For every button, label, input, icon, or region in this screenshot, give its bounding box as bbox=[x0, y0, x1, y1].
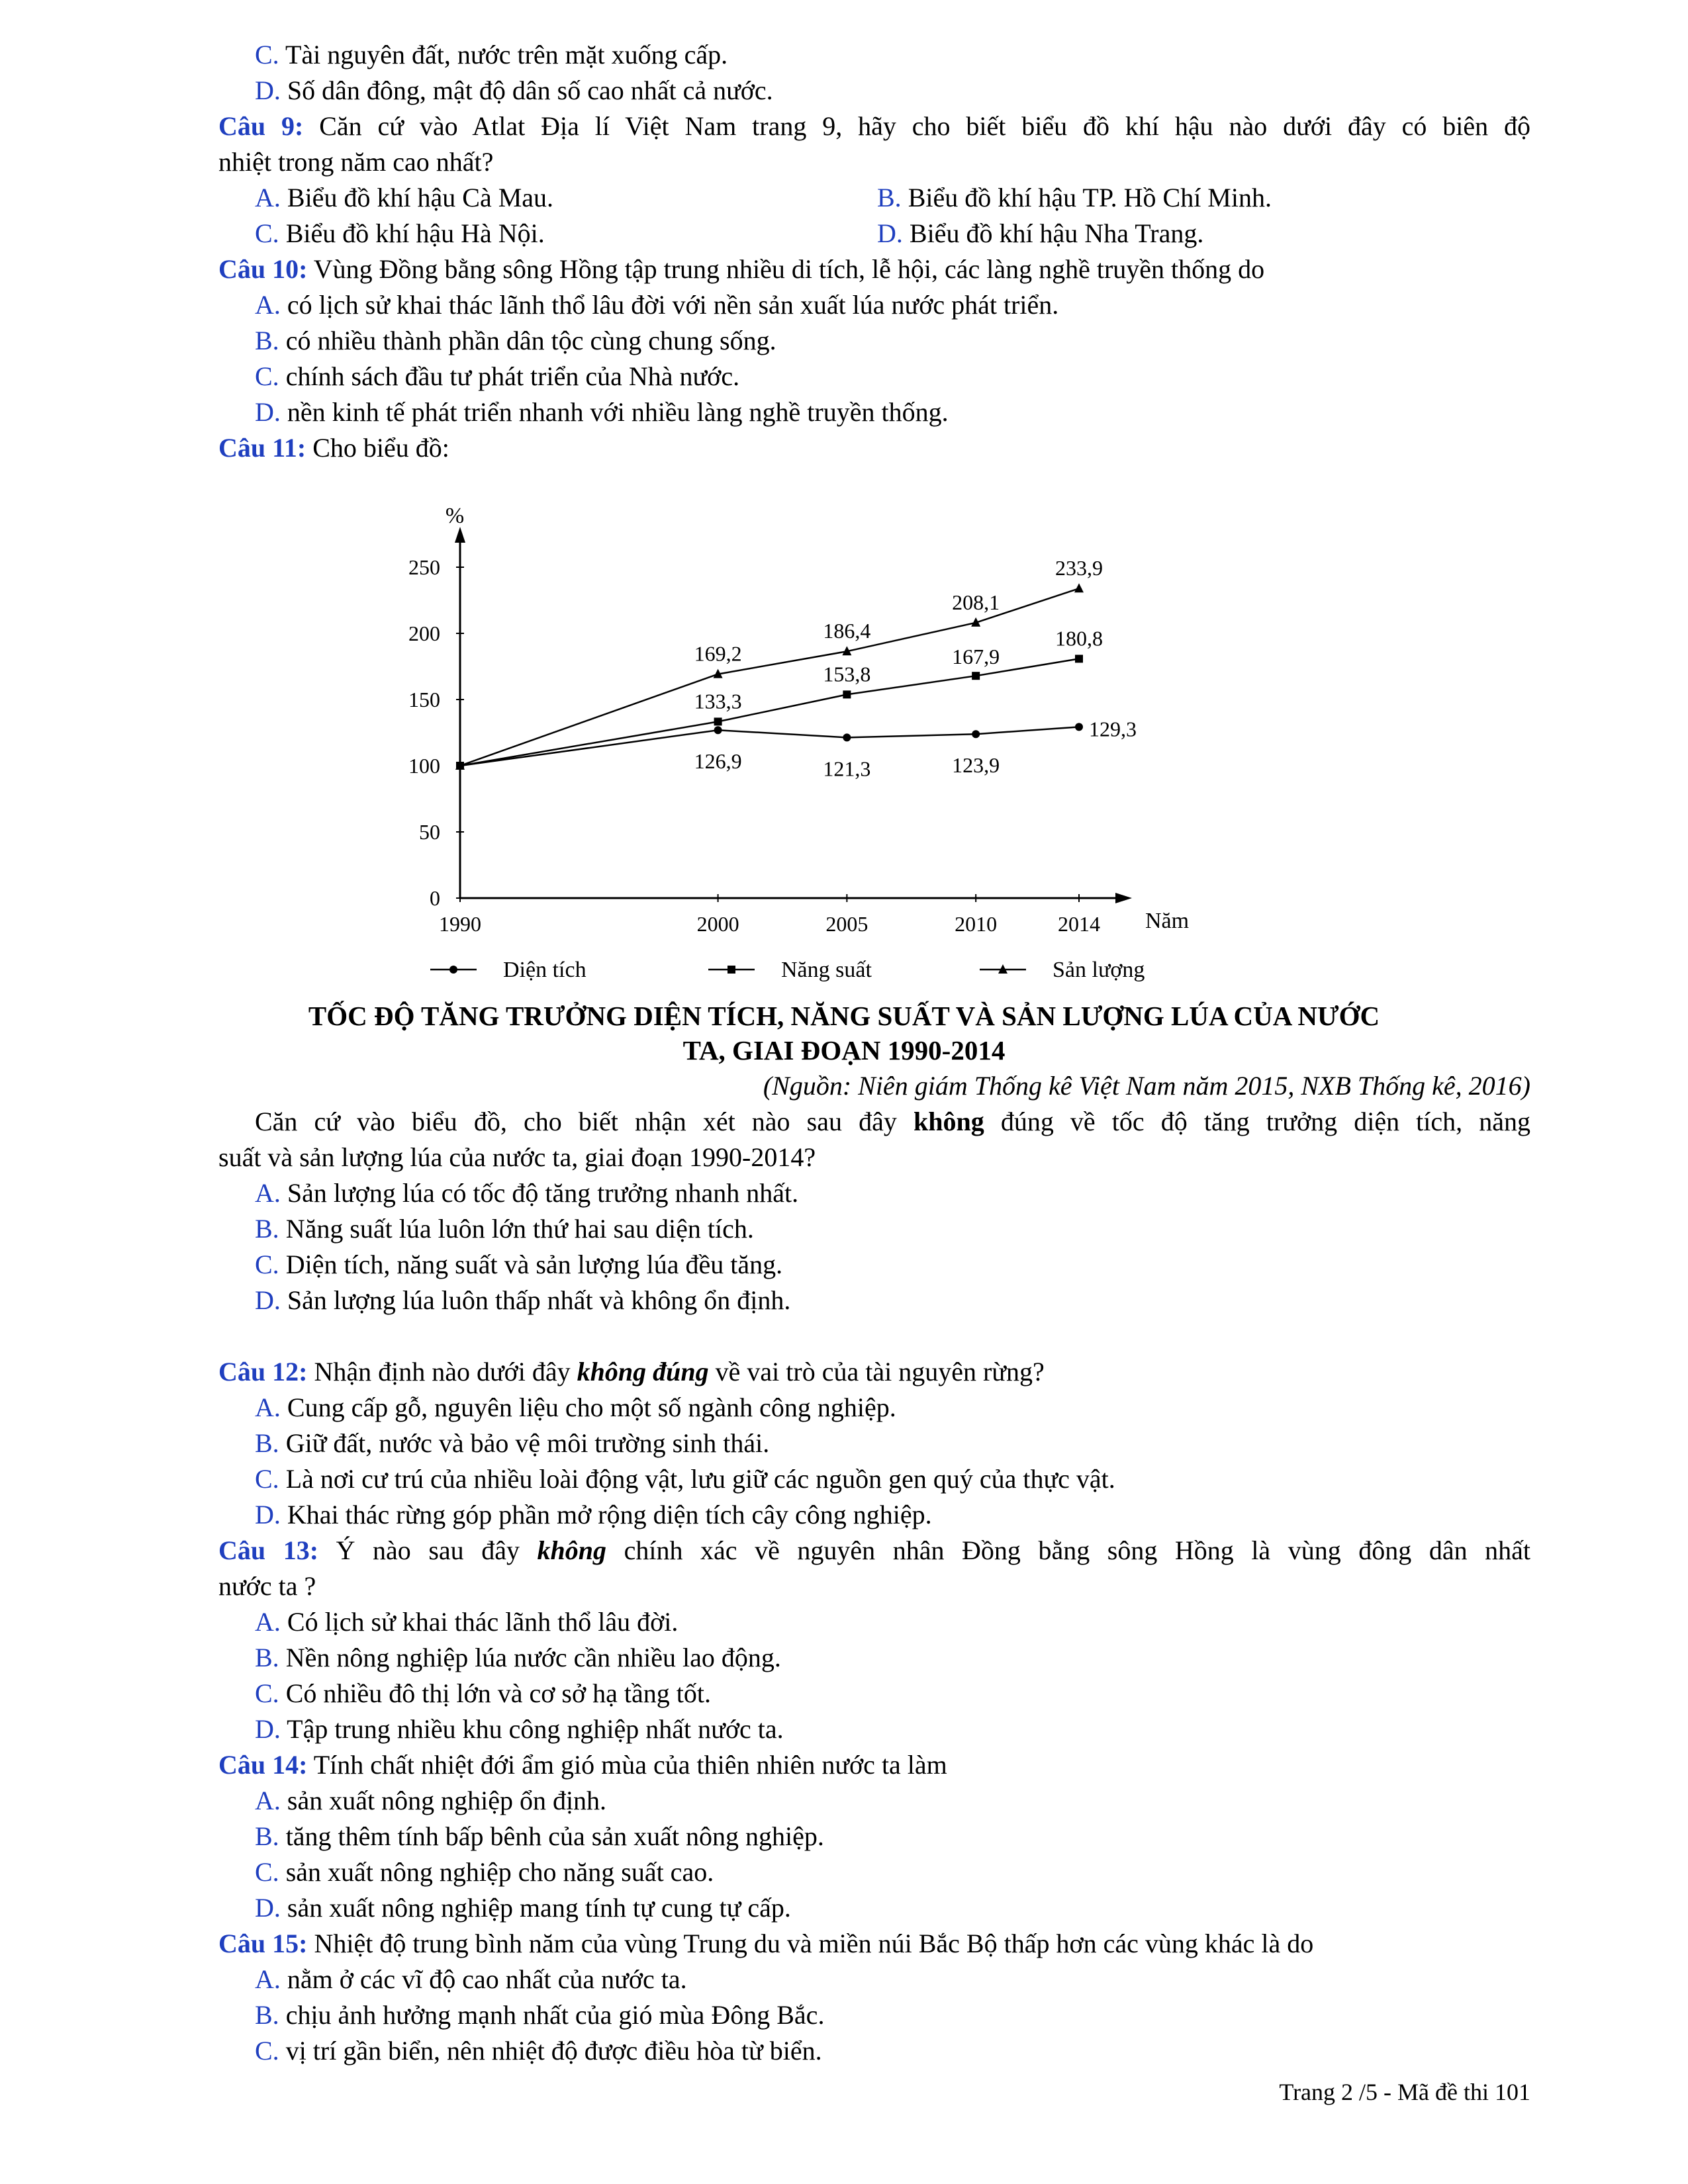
data-point-square bbox=[1075, 655, 1083, 662]
legend-label: Diện tích bbox=[503, 958, 586, 982]
q9-option-c: C. Biểu đồ khí hậu Hà Nội. bbox=[255, 218, 545, 248]
q13-option-c: C. Có nhiều đô thị lớn và cơ sở hạ tầng tốt. bbox=[255, 1678, 711, 1708]
legend-marker-circle bbox=[449, 966, 457, 974]
question-9-stem-cont: nhiệt trong năm cao nhất? bbox=[218, 147, 494, 177]
data-label: 208,1 bbox=[952, 590, 1000, 614]
data-label: 180,8 bbox=[1055, 626, 1103, 651]
q11-option-b: B. Năng suất lúa luôn lớn thứ hai sau diện tích. bbox=[255, 1214, 754, 1244]
question-14-stem: Câu 14: Tính chất nhiệt đới ẩm gió mùa của thiên nhiên nước ta làm bbox=[218, 1750, 947, 1780]
q14-option-a: A. sản xuất nông nghiệp ổn định. bbox=[255, 1786, 607, 1815]
q14-option-b: B. tăng thêm tính bấp bênh của sản xuất nông nghiệp. bbox=[255, 1821, 824, 1851]
legend-label: Năng suất bbox=[781, 958, 872, 982]
question-12-stem: Câu 12: Nhận định nào dưới đây không đúng về vai trò của tài nguyên rừng? bbox=[218, 1357, 1045, 1387]
q14-option-c: C. sản xuất nông nghiệp cho năng suất cao. bbox=[255, 1857, 714, 1887]
data-label: 126,9 bbox=[694, 749, 742, 774]
y-tick-label: 100 bbox=[408, 754, 440, 778]
q12-option-d: D. Khai thác rừng góp phần mở rộng diện tích cây công nghiệp. bbox=[255, 1500, 932, 1529]
chart-title-line-2: TA, GIAI ĐOẠN 1990-2014 bbox=[682, 1035, 1006, 1066]
q12-option-c: C. Là nơi cư trú của nhiều loài động vật, lưu giữ các nguồn gen quý của thực vật. bbox=[255, 1464, 1115, 1494]
x-axis-arrow bbox=[1115, 893, 1132, 903]
y-tick-label: 150 bbox=[408, 688, 440, 711]
chart-source: (Nguồn: Niên giám Thống kê Việt Nam năm 2015, NXB Thống kê, 2016) bbox=[763, 1071, 1530, 1101]
data-point-square bbox=[714, 717, 722, 725]
x-tick-label: 1990 bbox=[439, 912, 481, 936]
data-point-circle bbox=[972, 730, 980, 738]
chart-svg bbox=[371, 503, 1311, 1006]
question-9-stem: Câu 9: Căn cứ vào Atlat Địa lí Việt Nam trang 9, hãy cho biết biểu đồ khí hậu nào dưới đây có biên độ bbox=[218, 111, 1531, 141]
data-point-square bbox=[843, 690, 851, 698]
q15-option-b: B. chịu ảnh hưởng mạnh nhất của gió mùa Đông Bắc. bbox=[255, 2000, 825, 2030]
data-label: 186,4 bbox=[823, 619, 871, 643]
q14-option-d: D. sản xuất nông nghiệp mang tính tự cung tự cấp. bbox=[255, 1893, 791, 1923]
x-tick-label: 2014 bbox=[1058, 912, 1100, 936]
data-label: 153,8 bbox=[823, 662, 871, 686]
data-label: 121,3 bbox=[823, 756, 871, 781]
x-tick-label: 2000 bbox=[696, 912, 739, 936]
data-label: 129,3 bbox=[1089, 717, 1137, 741]
x-axis-label: Năm bbox=[1145, 909, 1190, 933]
q10-option-a: A. có lịch sử khai thác lãnh thổ lâu đời với nền sản xuất lúa nước phát triển. bbox=[255, 290, 1059, 320]
question-15-stem: Câu 15: Nhiệt độ trung bình năm của vùng Trung du và miền núi Bắc Bộ thấp hơn các vùng khác là do bbox=[218, 1929, 1314, 1958]
data-label: 167,9 bbox=[952, 645, 1000, 669]
q15-option-a: A. nằm ở các vĩ độ cao nhất của nước ta. bbox=[255, 1964, 687, 1994]
legend-label: Sản lượng bbox=[1053, 958, 1145, 982]
question-11-prompt-cont: suất và sản lượng lúa của nước ta, giai đoạn 1990-2014? bbox=[218, 1142, 816, 1172]
line-chart bbox=[371, 503, 1311, 1006]
question-13-stem-cont: nước ta ? bbox=[218, 1571, 316, 1601]
q13-option-b: B. Nền nông nghiệp lúa nước cần nhiều lao động. bbox=[255, 1643, 781, 1672]
legend-marker-square bbox=[727, 966, 735, 974]
q9-option-b: B. Biểu đồ khí hậu TP. Hồ Chí Minh. bbox=[877, 183, 1272, 212]
chart-title-line-1: TỐC ĐỘ TĂNG TRƯỞNG DIỆN TÍCH, NĂNG SUẤT VÀ SẢN LƯỢNG LÚA CỦA NƯỚC bbox=[308, 1001, 1380, 1031]
q10-option-c: C. chính sách đầu tư phát triển của Nhà nước. bbox=[255, 361, 740, 391]
option-d: D. Số dân đông, mật độ dân số cao nhất cả nước. bbox=[255, 75, 773, 105]
series-line-square bbox=[460, 659, 1079, 766]
data-label: 169,2 bbox=[694, 641, 742, 666]
q11-option-c: C. Diện tích, năng suất và sản lượng lúa đều tăng. bbox=[255, 1250, 783, 1279]
q9-option-a: A. Biểu đồ khí hậu Cà Mau. bbox=[255, 183, 554, 212]
q12-option-b: B. Giữ đất, nước và bảo vệ môi trường sinh thái. bbox=[255, 1428, 770, 1458]
q12-option-a: A. Cung cấp gỗ, nguyên liệu cho một số ngành công nghiệp. bbox=[255, 1392, 896, 1422]
y-tick-label: 200 bbox=[408, 621, 440, 645]
question-11-prompt: Căn cứ vào biểu đồ, cho biết nhận xét nào sau đây không đúng về tốc độ tăng trưởng diện tích, năng bbox=[255, 1107, 1531, 1136]
question-11-stem: Câu 11: Cho biểu đồ: bbox=[218, 433, 449, 463]
option-c: C. Tài nguyên đất, nước trên mặt xuống cấp. bbox=[255, 40, 728, 69]
q11-option-a: A. Sản lượng lúa có tốc độ tăng trưởng nhanh nhất. bbox=[255, 1178, 799, 1208]
question-13-stem: Câu 13: Ý nào sau đây không chính xác về nguyên nhân Đồng bằng sông Hồng là vùng đông dân nhất bbox=[218, 1535, 1531, 1565]
data-point-square bbox=[972, 672, 980, 680]
data-label: 123,9 bbox=[952, 753, 1000, 778]
data-point-triangle bbox=[1074, 583, 1084, 592]
data-point-circle bbox=[843, 733, 851, 741]
q9-option-d: D. Biểu đồ khí hậu Nha Trang. bbox=[877, 218, 1204, 248]
q13-option-a: A. Có lịch sử khai thác lãnh thổ lâu đời. bbox=[255, 1607, 679, 1637]
q10-option-d: D. nền kinh tế phát triển nhanh với nhiều làng nghề truyền thống. bbox=[255, 397, 949, 427]
y-axis-label: % bbox=[445, 504, 465, 528]
data-label: 133,3 bbox=[694, 689, 742, 713]
q13-option-d: D. Tập trung nhiều khu công nghiệp nhất nước ta. bbox=[255, 1714, 784, 1744]
y-tick-label: 50 bbox=[419, 820, 440, 844]
x-tick-label: 2010 bbox=[955, 912, 998, 936]
data-point-circle bbox=[714, 726, 722, 734]
q15-option-c: C. vị trí gần biển, nên nhiệt độ được điều hòa từ biển. bbox=[255, 2036, 822, 2066]
data-point-circle bbox=[1075, 723, 1083, 731]
q11-option-d: D. Sản lượng lúa luôn thấp nhất và không ổn định. bbox=[255, 1285, 791, 1315]
x-tick-label: 2005 bbox=[825, 912, 868, 936]
page-footer: Trang 2 /5 - Mã đề thi 101 bbox=[1279, 2079, 1530, 2105]
series-line-triangle bbox=[460, 588, 1079, 766]
q10-option-b: B. có nhiều thành phần dân tộc cùng chung sống. bbox=[255, 326, 776, 355]
question-10-stem: Câu 10: Vùng Đồng bằng sông Hồng tập trung nhiều di tích, lễ hội, các làng nghề truyền thống do bbox=[218, 254, 1265, 284]
y-axis-arrow bbox=[455, 527, 465, 543]
data-label: 233,9 bbox=[1055, 556, 1103, 580]
y-tick-label: 250 bbox=[408, 555, 440, 579]
y-tick-label: 0 bbox=[430, 886, 440, 910]
